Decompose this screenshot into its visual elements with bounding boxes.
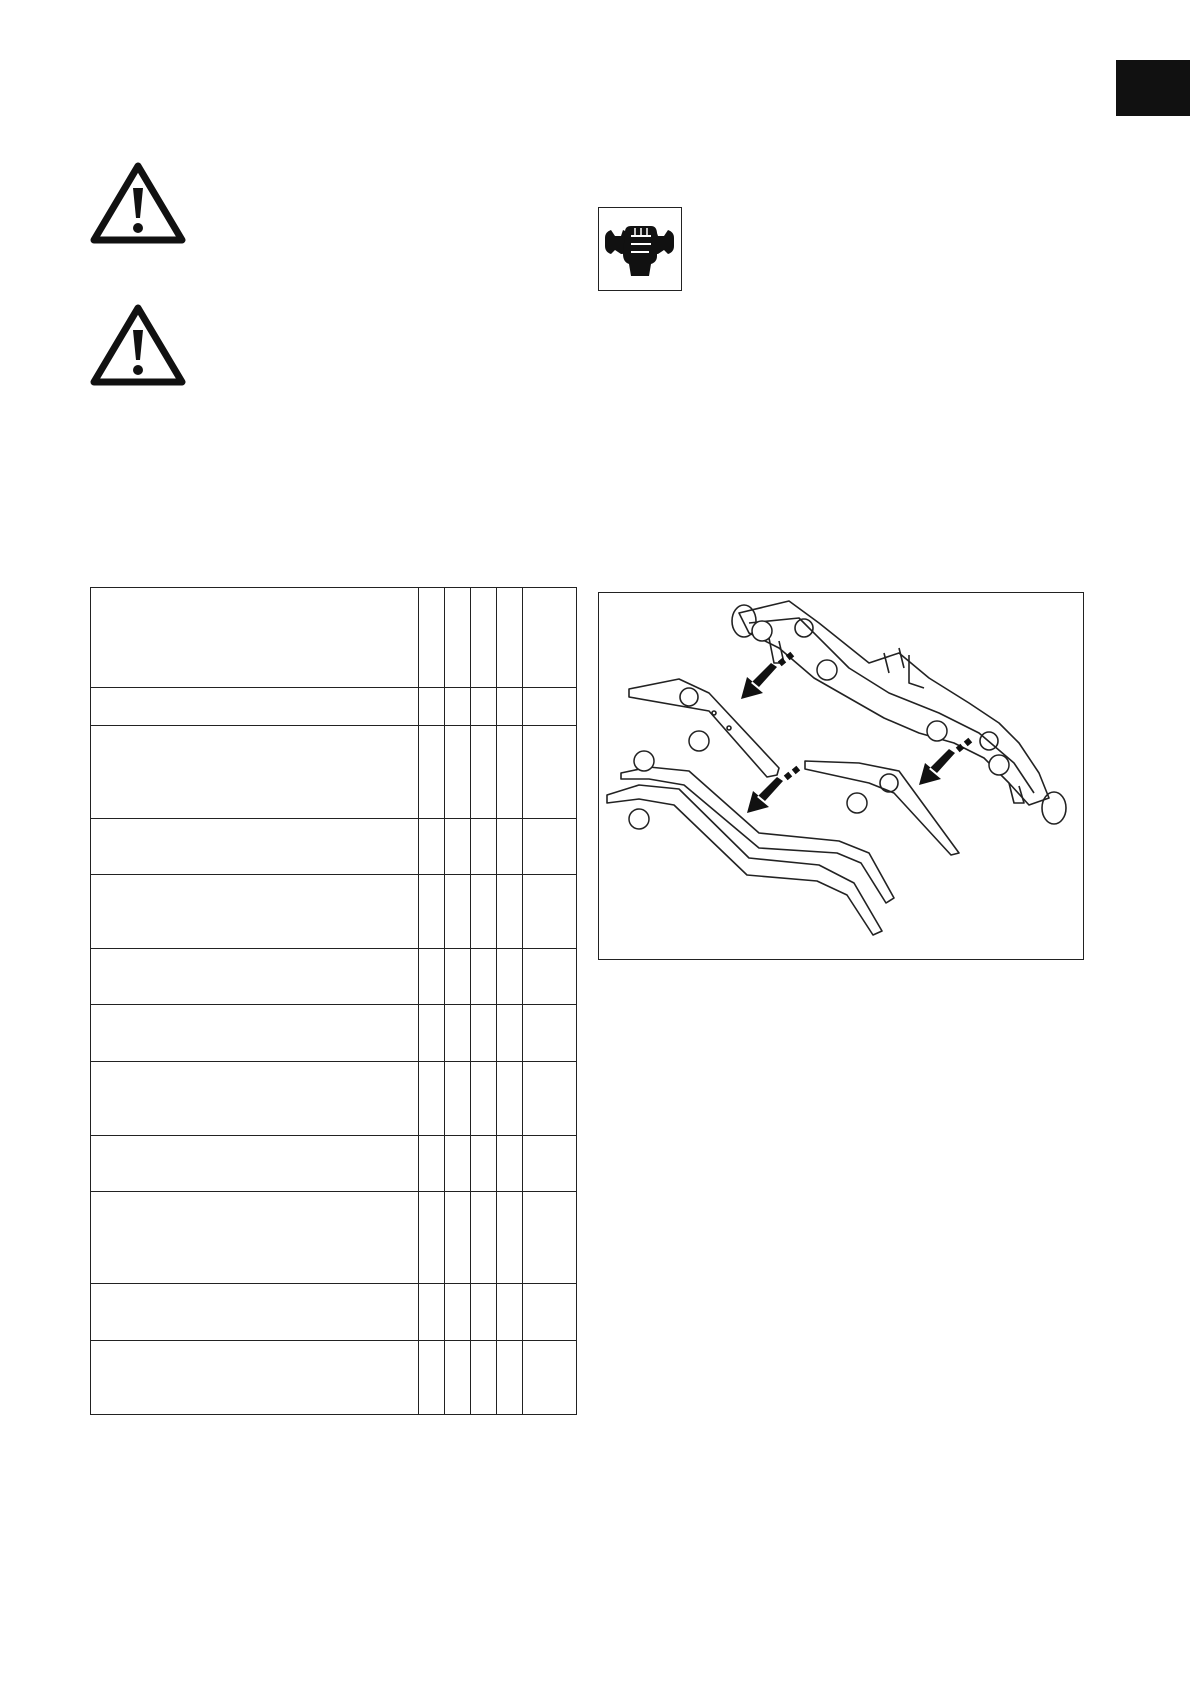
task-cell <box>91 1192 419 1284</box>
callout-circle <box>629 809 649 829</box>
interval-cell <box>419 1135 445 1191</box>
task-cell <box>91 688 419 726</box>
interval-cell <box>471 875 497 949</box>
table-row <box>91 688 577 726</box>
table-row <box>91 1061 577 1135</box>
interval-cell <box>497 818 523 874</box>
interval-cell <box>445 688 471 726</box>
interval-cell <box>497 949 523 1005</box>
interval-cell <box>419 818 445 874</box>
interval-cell <box>445 949 471 1005</box>
interval-cell <box>523 1192 577 1284</box>
task-cell <box>91 726 419 818</box>
task-cell <box>91 1005 419 1061</box>
interval-cell <box>471 588 497 688</box>
interval-cell <box>445 1284 471 1340</box>
interval-cell <box>419 1061 445 1135</box>
page-tab-marker <box>1116 60 1190 116</box>
task-cell <box>91 588 419 688</box>
interval-cell <box>497 1005 523 1061</box>
interval-cell <box>523 588 577 688</box>
interval-cell <box>419 949 445 1005</box>
interval-cell <box>497 1192 523 1284</box>
interval-cell <box>445 588 471 688</box>
interval-cell <box>471 688 497 726</box>
maintenance-schedule-table <box>90 587 577 1415</box>
interval-cell <box>471 1061 497 1135</box>
interval-cell <box>523 1284 577 1340</box>
interval-cell <box>523 1005 577 1061</box>
task-cell <box>91 818 419 874</box>
interval-cell <box>523 1340 577 1414</box>
callout-circle <box>989 755 1009 775</box>
interval-cell <box>445 1135 471 1191</box>
interval-cell <box>497 588 523 688</box>
interval-cell <box>471 818 497 874</box>
table-row <box>91 1192 577 1284</box>
interval-cell <box>497 688 523 726</box>
interval-cell <box>523 1135 577 1191</box>
interval-cell <box>523 875 577 949</box>
table-row <box>91 1135 577 1191</box>
task-cell <box>91 1284 419 1340</box>
callout-circle <box>689 731 709 751</box>
interval-cell <box>419 688 445 726</box>
interval-cell <box>497 1284 523 1340</box>
table-row <box>91 1005 577 1061</box>
callout-circle <box>752 621 772 641</box>
interval-cell <box>471 1340 497 1414</box>
interval-cell <box>497 1135 523 1191</box>
warning-triangle-icon <box>90 160 186 246</box>
warning-triangle-icon <box>90 302 186 388</box>
task-cell <box>91 875 419 949</box>
callout-circle <box>634 751 654 771</box>
table-row <box>91 1340 577 1414</box>
interval-cell <box>419 875 445 949</box>
interval-cell <box>471 726 497 818</box>
interval-cell <box>523 726 577 818</box>
table-row <box>91 588 577 688</box>
interval-cell <box>523 818 577 874</box>
interval-cell <box>445 875 471 949</box>
table-row <box>91 818 577 874</box>
task-cell <box>91 1061 419 1135</box>
table-row <box>91 726 577 818</box>
table-row <box>91 1284 577 1340</box>
interval-cell <box>419 726 445 818</box>
interval-cell <box>419 1192 445 1284</box>
interval-cell <box>497 726 523 818</box>
callout-circle <box>817 660 837 680</box>
interval-cell <box>523 949 577 1005</box>
interval-cell <box>445 1340 471 1414</box>
task-cell <box>91 1135 419 1191</box>
interval-cell <box>445 1192 471 1284</box>
interval-cell <box>471 949 497 1005</box>
interval-cell <box>523 1061 577 1135</box>
interval-cell <box>471 1005 497 1061</box>
interval-cell <box>471 1192 497 1284</box>
task-cell <box>91 1340 419 1414</box>
interval-cell <box>497 1061 523 1135</box>
callout-circle <box>847 793 867 813</box>
interval-cell <box>419 1005 445 1061</box>
wrench-fist-icon <box>598 207 682 291</box>
interval-cell <box>419 588 445 688</box>
task-cell <box>91 949 419 1005</box>
parts-exploded-figure <box>598 592 1084 960</box>
interval-cell <box>497 1340 523 1414</box>
interval-cell <box>445 1061 471 1135</box>
callout-circle <box>927 721 947 741</box>
interval-cell <box>497 875 523 949</box>
interval-cell <box>471 1284 497 1340</box>
interval-cell <box>445 726 471 818</box>
interval-cell <box>471 1135 497 1191</box>
long-bar-part <box>607 785 882 935</box>
interval-cell <box>419 1340 445 1414</box>
interval-cell <box>523 688 577 726</box>
table-row <box>91 949 577 1005</box>
interval-cell <box>445 1005 471 1061</box>
interval-cell <box>419 1284 445 1340</box>
table-row <box>91 875 577 949</box>
interval-cell <box>445 818 471 874</box>
